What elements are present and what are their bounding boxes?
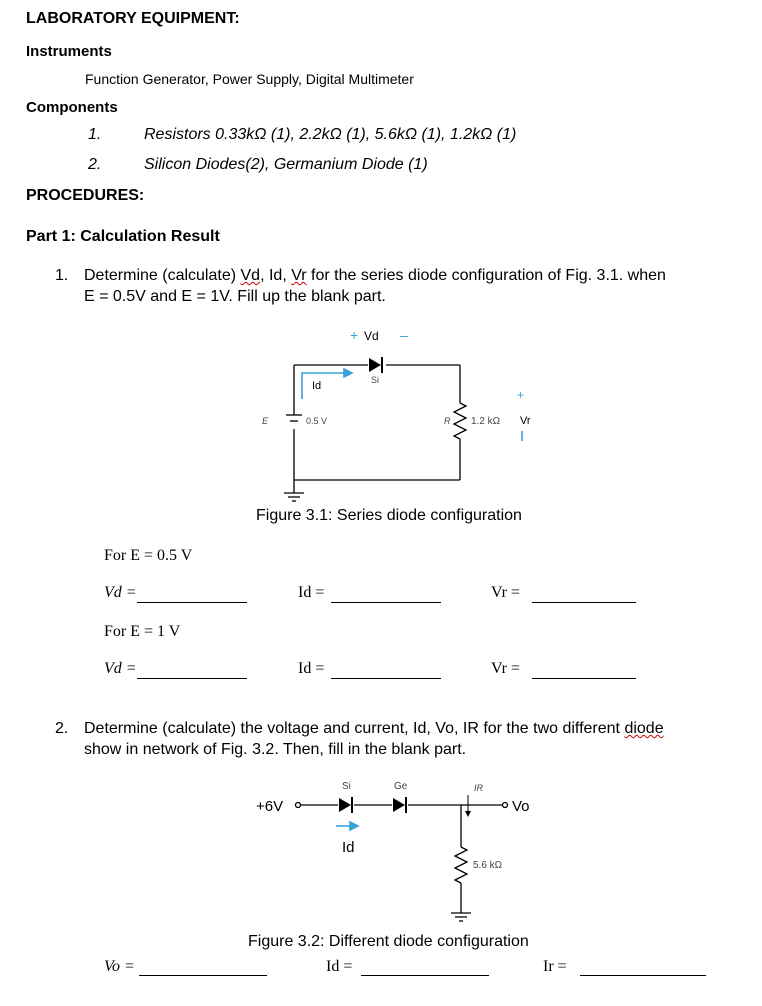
q2-id-blank[interactable] bbox=[361, 975, 489, 976]
vr-plus-sign: + bbox=[517, 388, 525, 402]
fig1-r-value: 1.2 kΩ bbox=[471, 416, 501, 427]
fig2-si-label: Si bbox=[342, 781, 351, 792]
case1-id-blank[interactable] bbox=[331, 602, 441, 603]
case1-vr-label: Vr = bbox=[491, 584, 520, 601]
q2-line2: show in network of Fig. 3.2. Then, fill in the blank part. bbox=[84, 741, 467, 758]
part1-title: Part 1: Calculation Result bbox=[26, 228, 220, 245]
vd-plus-sign: + bbox=[350, 327, 359, 343]
component-num-1: 1. bbox=[88, 126, 102, 143]
q2-ir-blank[interactable] bbox=[580, 975, 706, 976]
fig1-r-label: R bbox=[444, 416, 451, 426]
diode-ge-icon bbox=[393, 797, 406, 813]
fig2-ir-label: IR bbox=[474, 783, 483, 793]
q2-line1: Determine (calculate) the voltage and current, Id, Vo, IR for the two different diode bbox=[84, 720, 664, 737]
procedures-heading: PROCEDURES: bbox=[26, 187, 145, 204]
case1-heading: For E = 0.5 V bbox=[104, 547, 193, 564]
current-arrow-icon bbox=[302, 369, 352, 399]
fig2-r-value: 5.6 kΩ bbox=[473, 860, 503, 871]
q1-number: 1. bbox=[55, 267, 69, 284]
case2-id-blank[interactable] bbox=[331, 678, 441, 679]
figure-3-2-circuit bbox=[250, 775, 570, 930]
case2-vr-label: Vr = bbox=[491, 660, 520, 677]
q1-line2: E = 0.5V and E = 1V. Fill up the blank part. bbox=[84, 288, 386, 305]
fig2-ge-label: Ge bbox=[394, 781, 408, 792]
q2-id-label: Id = bbox=[326, 958, 353, 975]
instruments-label: Instruments bbox=[26, 43, 112, 60]
fig1-e-label: E bbox=[262, 416, 269, 426]
fig1-si-label: Si bbox=[371, 375, 380, 385]
fig2-source-label: +6V bbox=[256, 798, 284, 815]
component-num-2: 2. bbox=[88, 156, 102, 173]
case1-vd-blank[interactable] bbox=[137, 602, 247, 603]
vd-minus-sign: – bbox=[400, 327, 408, 343]
case2-id-label: Id = bbox=[298, 660, 325, 677]
q2-number: 2. bbox=[55, 720, 69, 737]
component-item-1: Resistors 0.33kΩ (1), 2.2kΩ (1), 5.6kΩ (1), 1.2kΩ (1) bbox=[144, 126, 517, 143]
fig2-id-label: Id bbox=[342, 839, 355, 856]
fig1-source-value: 0.5 V bbox=[306, 416, 328, 426]
ir-arrow-icon bbox=[465, 795, 471, 817]
figure-3-1-caption: Figure 3.1: Series diode configuration bbox=[256, 507, 522, 524]
case1-vd-label: Vd = bbox=[104, 584, 137, 601]
q2-diode: diode bbox=[624, 720, 664, 737]
fig2-vo-label: Vo bbox=[512, 798, 530, 815]
fig1-vr-label: Vr bbox=[520, 415, 531, 427]
current-arrow-icon bbox=[336, 822, 358, 830]
diode-si-icon bbox=[339, 797, 352, 813]
case2-vd-blank[interactable] bbox=[137, 678, 247, 679]
instruments-list: Function Generator, Power Supply, Digital Multimeter bbox=[85, 71, 414, 87]
fig1-vd-label: Vd bbox=[364, 329, 379, 343]
diode-si-icon bbox=[369, 357, 382, 373]
case2-heading: For E = 1 V bbox=[104, 623, 181, 640]
q1-line1: Determine (calculate) Vd, Id, Vr for the series diode configuration of Fig. 3.1. when bbox=[84, 267, 666, 284]
q2-vo-blank[interactable] bbox=[139, 975, 267, 976]
figure-3-2-caption: Figure 3.2: Different diode configuration bbox=[248, 933, 529, 950]
figure-3-1-circuit bbox=[240, 325, 560, 505]
case1-id-label: Id = bbox=[298, 584, 325, 601]
section-heading-equipment: LABORATORY EQUIPMENT: bbox=[26, 10, 240, 27]
component-item-2: Silicon Diodes(2), Germanium Diode (1) bbox=[144, 156, 428, 173]
q2-vo-label: Vo = bbox=[104, 958, 135, 975]
case2-vd-label: Vd = bbox=[104, 660, 137, 677]
q2-ir-label: Ir = bbox=[543, 958, 567, 975]
q1-vd: Vd bbox=[240, 267, 261, 284]
case2-vr-blank[interactable] bbox=[532, 678, 636, 679]
components-label: Components bbox=[26, 99, 118, 116]
case1-vr-blank[interactable] bbox=[532, 602, 636, 603]
q1-vr: Vr bbox=[291, 267, 307, 284]
fig1-id-label: Id bbox=[312, 380, 322, 392]
